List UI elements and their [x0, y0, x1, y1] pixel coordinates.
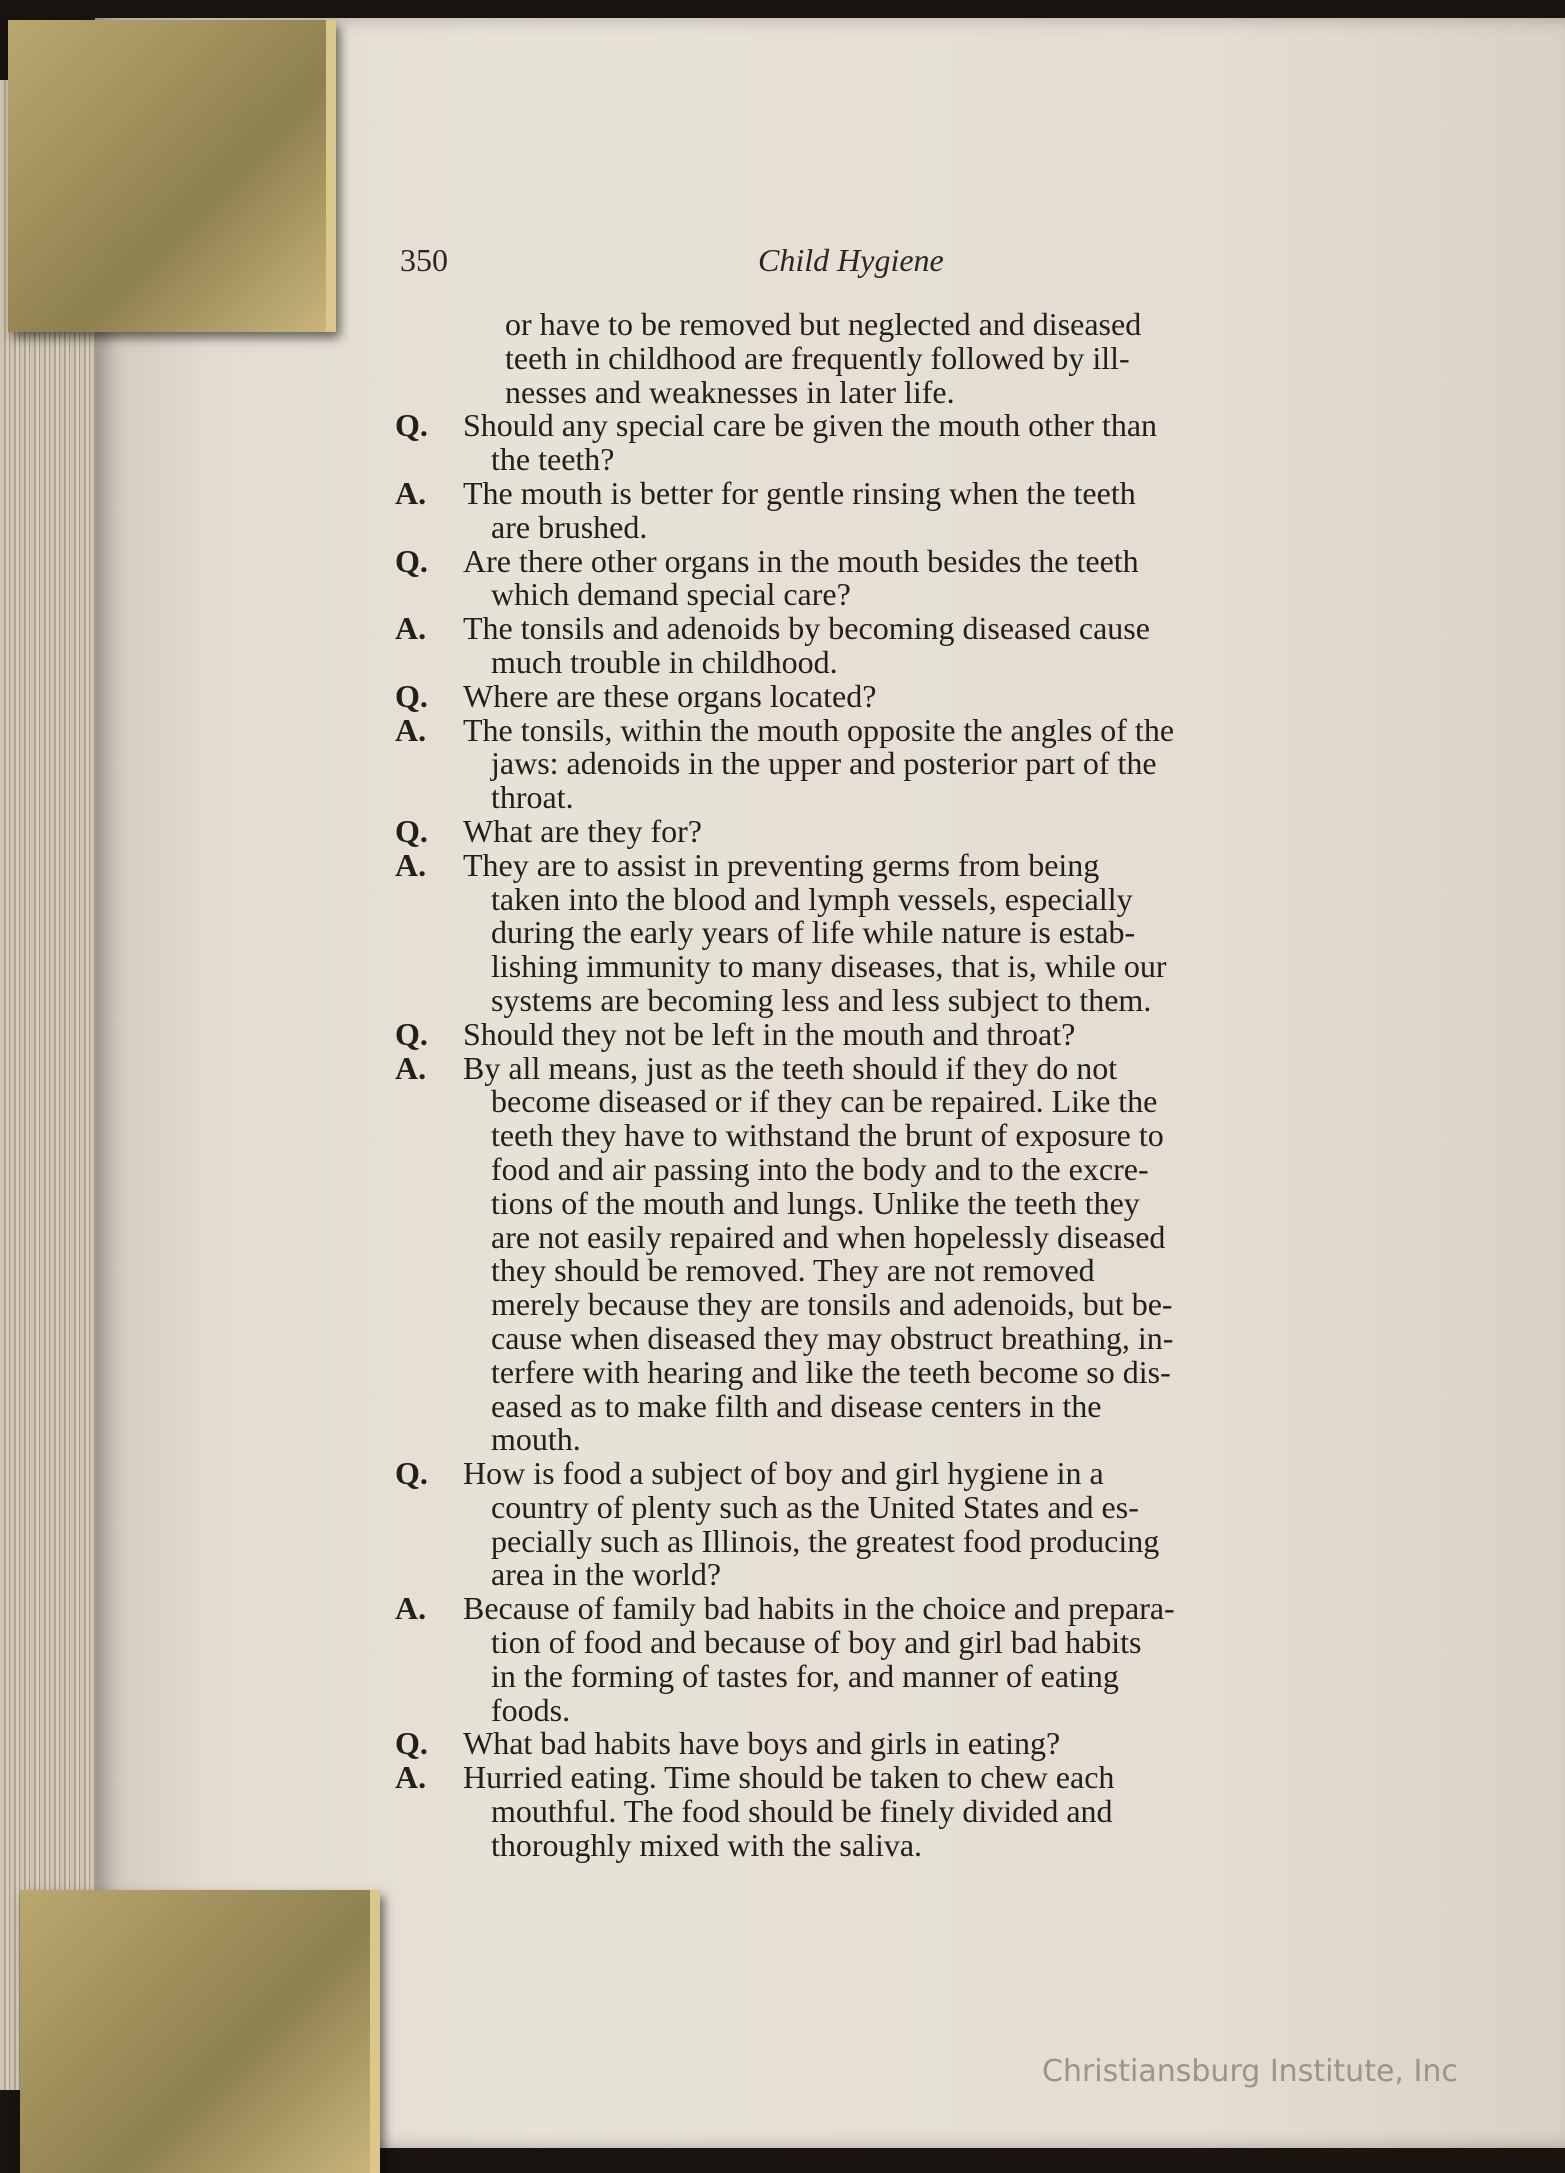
qa-line: tions of the mouth and lungs. Unlike the teeth they	[491, 1184, 1140, 1221]
qa-line: throat.	[491, 779, 574, 816]
qa-line: they should be removed. They are not removed	[491, 1252, 1095, 1289]
lead-line: nesses and weaknesses in later life.	[505, 373, 955, 410]
qa-text	[463, 812, 1365, 849]
qa-marker: A.	[395, 474, 427, 511]
answer-entry	[395, 474, 1365, 545]
lead-paragraph	[395, 308, 1365, 409]
qa-marker: A.	[395, 1590, 427, 1627]
qa-line: The tonsils, within the mouth opposite the angles of the	[463, 711, 1175, 748]
qa-text	[463, 474, 1365, 545]
qa-line: taken into the blood and lymph vessels, especially	[491, 880, 1133, 917]
qa-text	[463, 846, 1365, 1018]
qa-line: become diseased or if they can be repaired. Like the	[491, 1083, 1158, 1120]
answer-entry	[395, 711, 1365, 816]
question-entry	[395, 409, 1365, 477]
qa-line: The tonsils and adenoids by becoming diseased cause	[463, 610, 1150, 647]
qa-line: food and air passing into the body and to the excre-	[491, 1150, 1149, 1187]
qa-text	[463, 1761, 1365, 1862]
qa-marker: A.	[395, 1049, 427, 1086]
qa-text	[463, 1727, 1365, 1761]
lead-line: or have to be removed but neglected and diseased	[505, 306, 1142, 342]
qa-marker: A.	[395, 846, 427, 883]
qa-line: thoroughly mixed with the saliva.	[491, 1826, 923, 1863]
qa-marker: Q.	[395, 812, 428, 849]
qa-line: tion of food and because of boy and girl bad habits	[491, 1624, 1142, 1661]
qa-text	[463, 612, 1365, 680]
qa-line: pecially such as Illinois, the greatest food producing	[491, 1522, 1160, 1559]
qa-line: eased as to make filth and disease centers in the	[491, 1387, 1102, 1424]
qa-line: merely because they are tonsils and adenoids, but be-	[491, 1286, 1173, 1323]
qa-line: Where are these organs located?	[463, 677, 877, 714]
page-tab-bottom	[20, 1890, 380, 2173]
qa-line: the teeth?	[491, 441, 615, 478]
qa-text	[463, 542, 1365, 613]
qa-text	[463, 1457, 1365, 1592]
qa-text	[463, 409, 1365, 477]
watermark: Christiansburg Institute, Inc	[1042, 2054, 1458, 2089]
question-entry	[395, 542, 1365, 613]
qa-line: which demand special care?	[491, 576, 851, 613]
qa-line: Should they not be left in the mouth and throat?	[463, 1015, 1076, 1052]
qa-marker: Q.	[395, 407, 428, 444]
qa-line: What are they for?	[463, 812, 702, 849]
answer-entry	[395, 846, 1365, 1018]
qa-line: Hurried eating. Time should be taken to chew each	[463, 1759, 1115, 1796]
qa-marker: Q.	[395, 542, 428, 579]
qa-line: By all means, just as the teeth should if they do not	[463, 1049, 1118, 1086]
qa-line: What bad habits have boys and girls in eating?	[463, 1725, 1061, 1762]
qa-text	[463, 711, 1365, 816]
question-entry	[395, 1457, 1365, 1592]
qa-line: country of plenty such as the United States and es-	[491, 1488, 1139, 1525]
qa-line: Should any special care be given the mouth other than	[463, 407, 1158, 444]
question-entry	[395, 812, 1365, 849]
lead-line: teeth in childhood are frequently followed by ill-	[505, 339, 1130, 376]
answer-entry	[395, 1592, 1365, 1727]
qa-text	[463, 1015, 1365, 1052]
qa-text	[463, 677, 1365, 714]
qa-text	[463, 1049, 1365, 1458]
question-entry	[395, 677, 1365, 714]
qa-marker: A.	[395, 711, 427, 748]
qa-line: They are to assist in preventing germs from being	[463, 846, 1100, 883]
page-body	[395, 308, 1365, 1863]
qa-line: Because of family bad habits in the choice and prepara-	[463, 1590, 1175, 1627]
answer-entry	[395, 1049, 1365, 1458]
answer-entry	[395, 1761, 1365, 1862]
qa-line: during the early years of life while nature is estab-	[491, 914, 1136, 951]
qa-line: foods.	[491, 1691, 571, 1728]
qa-marker: Q.	[395, 1015, 428, 1052]
answer-entry	[395, 612, 1365, 680]
page-number: 350	[400, 242, 448, 278]
qa-line: area in the world?	[491, 1556, 722, 1593]
qa-marker: Q.	[395, 1725, 428, 1762]
qa-line: terfere with hearing and like the teeth become so dis-	[491, 1353, 1171, 1390]
qa-line: much trouble in childhood.	[491, 643, 838, 680]
page-header	[400, 232, 1365, 292]
qa-line: are brushed.	[491, 508, 648, 545]
qa-list	[395, 409, 1365, 1862]
page-tab-top	[8, 20, 336, 332]
qa-text	[463, 1592, 1365, 1727]
question-entry	[395, 1015, 1365, 1052]
qa-line: are not easily repaired and when hopelessly diseased	[491, 1218, 1166, 1255]
running-title: Child Hygiene	[758, 242, 944, 278]
qa-line: mouth.	[491, 1421, 581, 1458]
qa-line: jaws: adenoids in the upper and posterior part of the	[491, 745, 1157, 782]
qa-line: systems are becoming less and less subject to them.	[491, 981, 1152, 1018]
qa-line: teeth they have to withstand the brunt of exposure to	[491, 1117, 1164, 1154]
qa-line: lishing immunity to many diseases, that is, while our	[491, 948, 1167, 985]
qa-marker: Q.	[395, 677, 428, 714]
qa-line: in the forming of tastes for, and manner of eating	[491, 1657, 1119, 1694]
qa-marker: A.	[395, 1759, 427, 1796]
qa-marker: Q.	[395, 1455, 428, 1492]
qa-line: Are there other organs in the mouth besides the teeth	[463, 542, 1139, 579]
qa-line: mouthful. The food should be finely divided and	[491, 1793, 1113, 1830]
qa-marker: A.	[395, 610, 427, 647]
qa-line: cause when diseased they may obstruct breathing, in-	[491, 1319, 1174, 1356]
qa-line: The mouth is better for gentle rinsing when the teeth	[463, 474, 1136, 511]
question-entry	[395, 1727, 1365, 1761]
qa-line: How is food a subject of boy and girl hygiene in a	[463, 1455, 1104, 1492]
